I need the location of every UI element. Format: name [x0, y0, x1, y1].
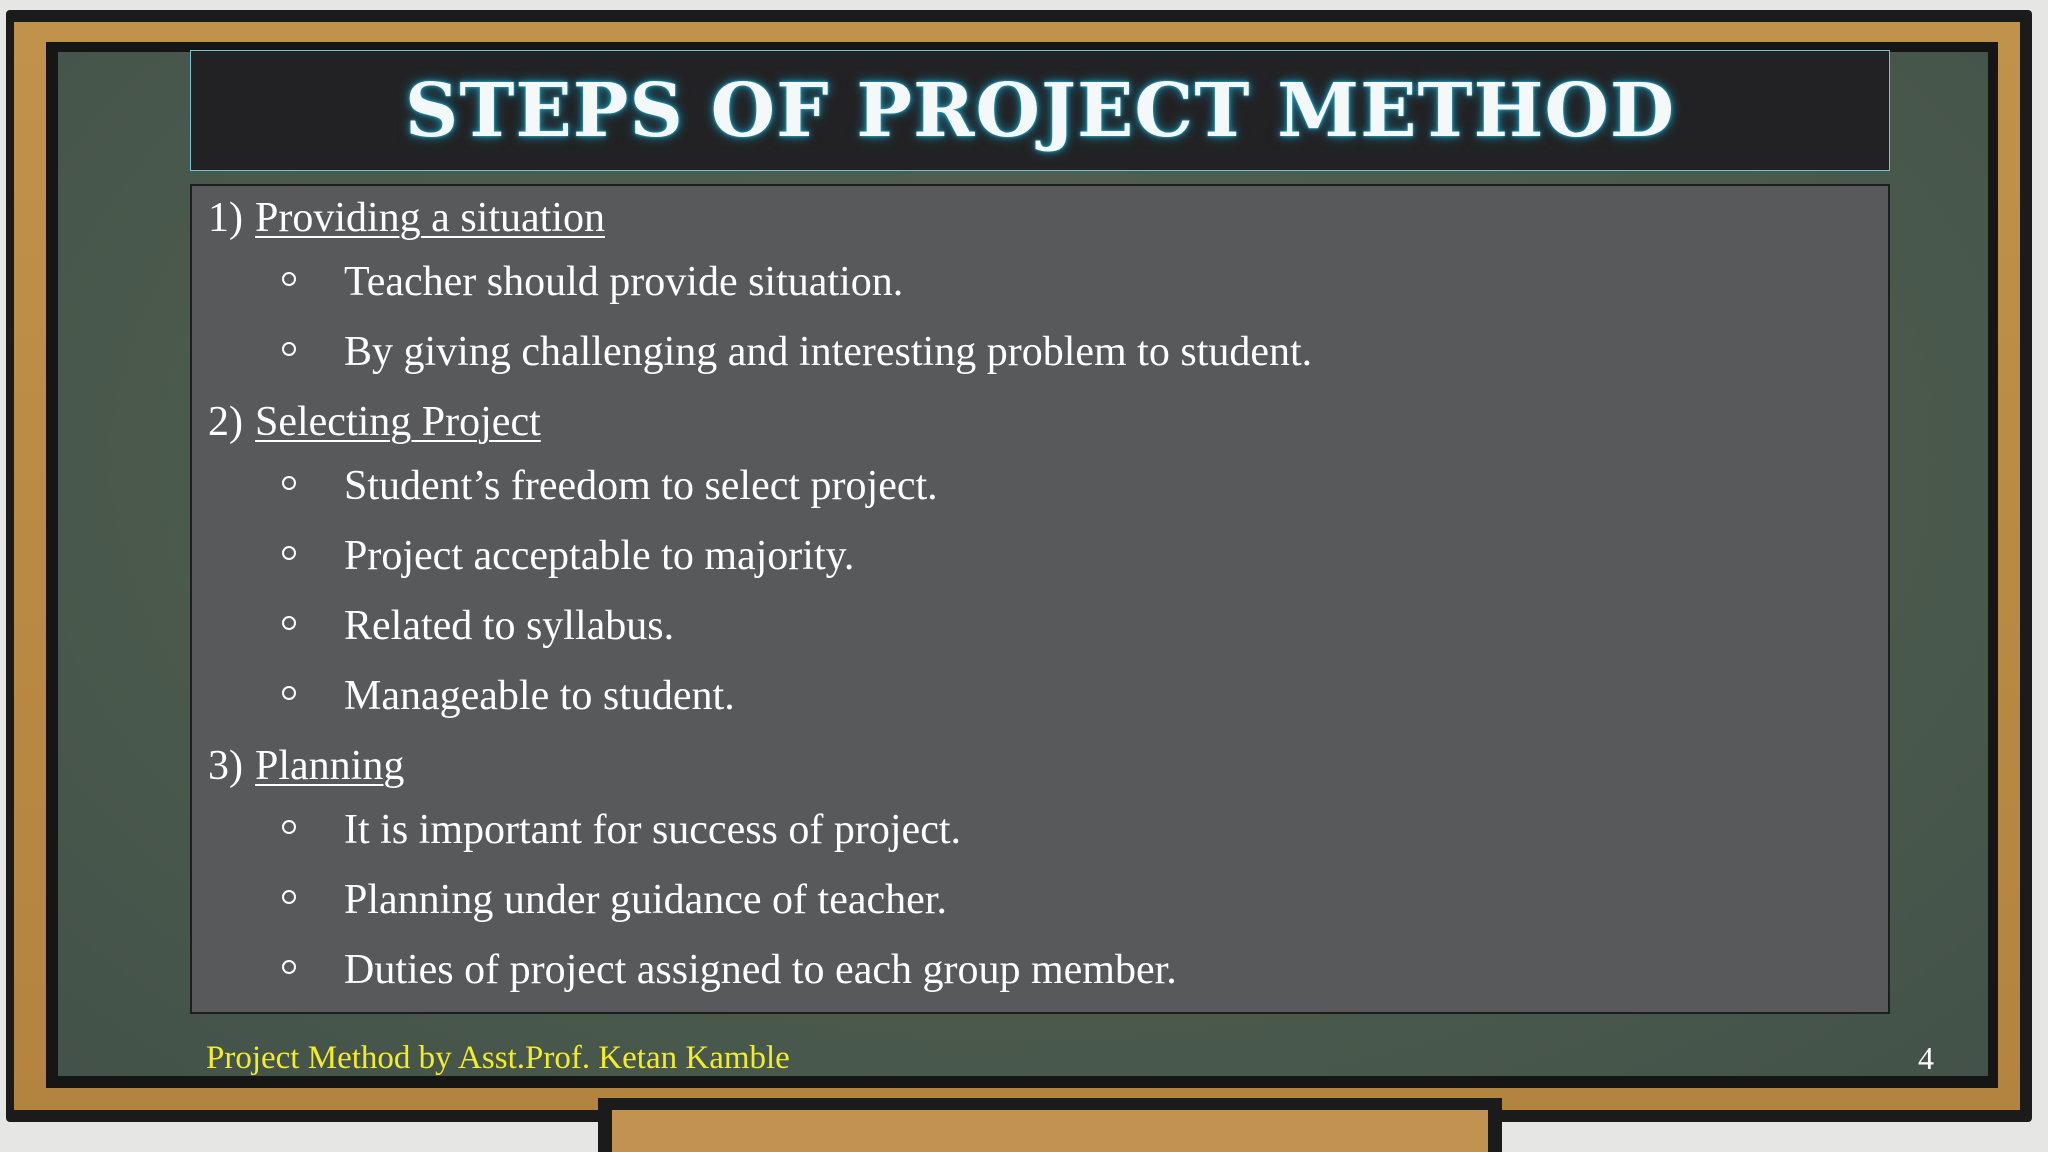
- section-title: Providing a situation: [255, 195, 605, 241]
- bullet-item: [282, 462, 938, 510]
- hollow-bullet-icon: [282, 820, 296, 834]
- content-box: [190, 184, 1890, 1014]
- hollow-bullet-icon: [282, 890, 296, 904]
- bullet-item: [282, 672, 735, 720]
- bullet-item: [282, 806, 961, 854]
- section-heading: [208, 742, 404, 790]
- bullet-item: [282, 876, 947, 924]
- bullet-text: It is important for success of project.: [344, 807, 961, 853]
- section-number: 2): [208, 399, 243, 445]
- chalk-tray: [612, 1110, 1488, 1152]
- hollow-bullet-icon: [282, 476, 296, 490]
- hollow-bullet-icon: [282, 272, 296, 286]
- section-title: Planning: [255, 743, 405, 789]
- hollow-bullet-icon: [282, 960, 296, 974]
- bullet-item: [282, 258, 903, 306]
- hollow-bullet-icon: [282, 546, 296, 560]
- bullet-item: [282, 946, 1177, 994]
- hollow-bullet-icon: [282, 616, 296, 630]
- hollow-bullet-icon: [282, 686, 296, 700]
- section-title: Selecting Project: [255, 399, 541, 445]
- bullet-item: [282, 602, 674, 650]
- section-heading: [208, 194, 605, 242]
- bullet-text: Duties of project assigned to each group member.: [344, 947, 1177, 993]
- bullet-text: Project acceptable to majority.: [344, 533, 855, 579]
- section-number: 3): [208, 743, 243, 789]
- title-box: [190, 50, 1890, 171]
- bullet-text: Manageable to student.: [344, 673, 735, 719]
- bullet-text: Student’s freedom to select project.: [344, 463, 938, 509]
- bullet-item: [282, 532, 854, 580]
- hollow-bullet-icon: [282, 342, 296, 356]
- bullet-text: Planning under guidance of teacher.: [344, 877, 947, 923]
- section-number: 1): [208, 195, 243, 241]
- section-heading: [208, 398, 541, 446]
- bullet-text: Teacher should provide situation.: [344, 259, 904, 305]
- bullet-item: [282, 328, 1312, 376]
- bullet-text: By giving challenging and interesting problem to student.: [344, 329, 1313, 375]
- slide-title: STEPS OF PROJECT METHOD: [404, 67, 1676, 154]
- bullet-text: Related to syllabus.: [344, 603, 675, 649]
- footer-credit: Project Method by Asst.Prof. Ketan Kamble: [206, 1040, 790, 1076]
- page-number: 4: [1918, 1040, 1934, 1076]
